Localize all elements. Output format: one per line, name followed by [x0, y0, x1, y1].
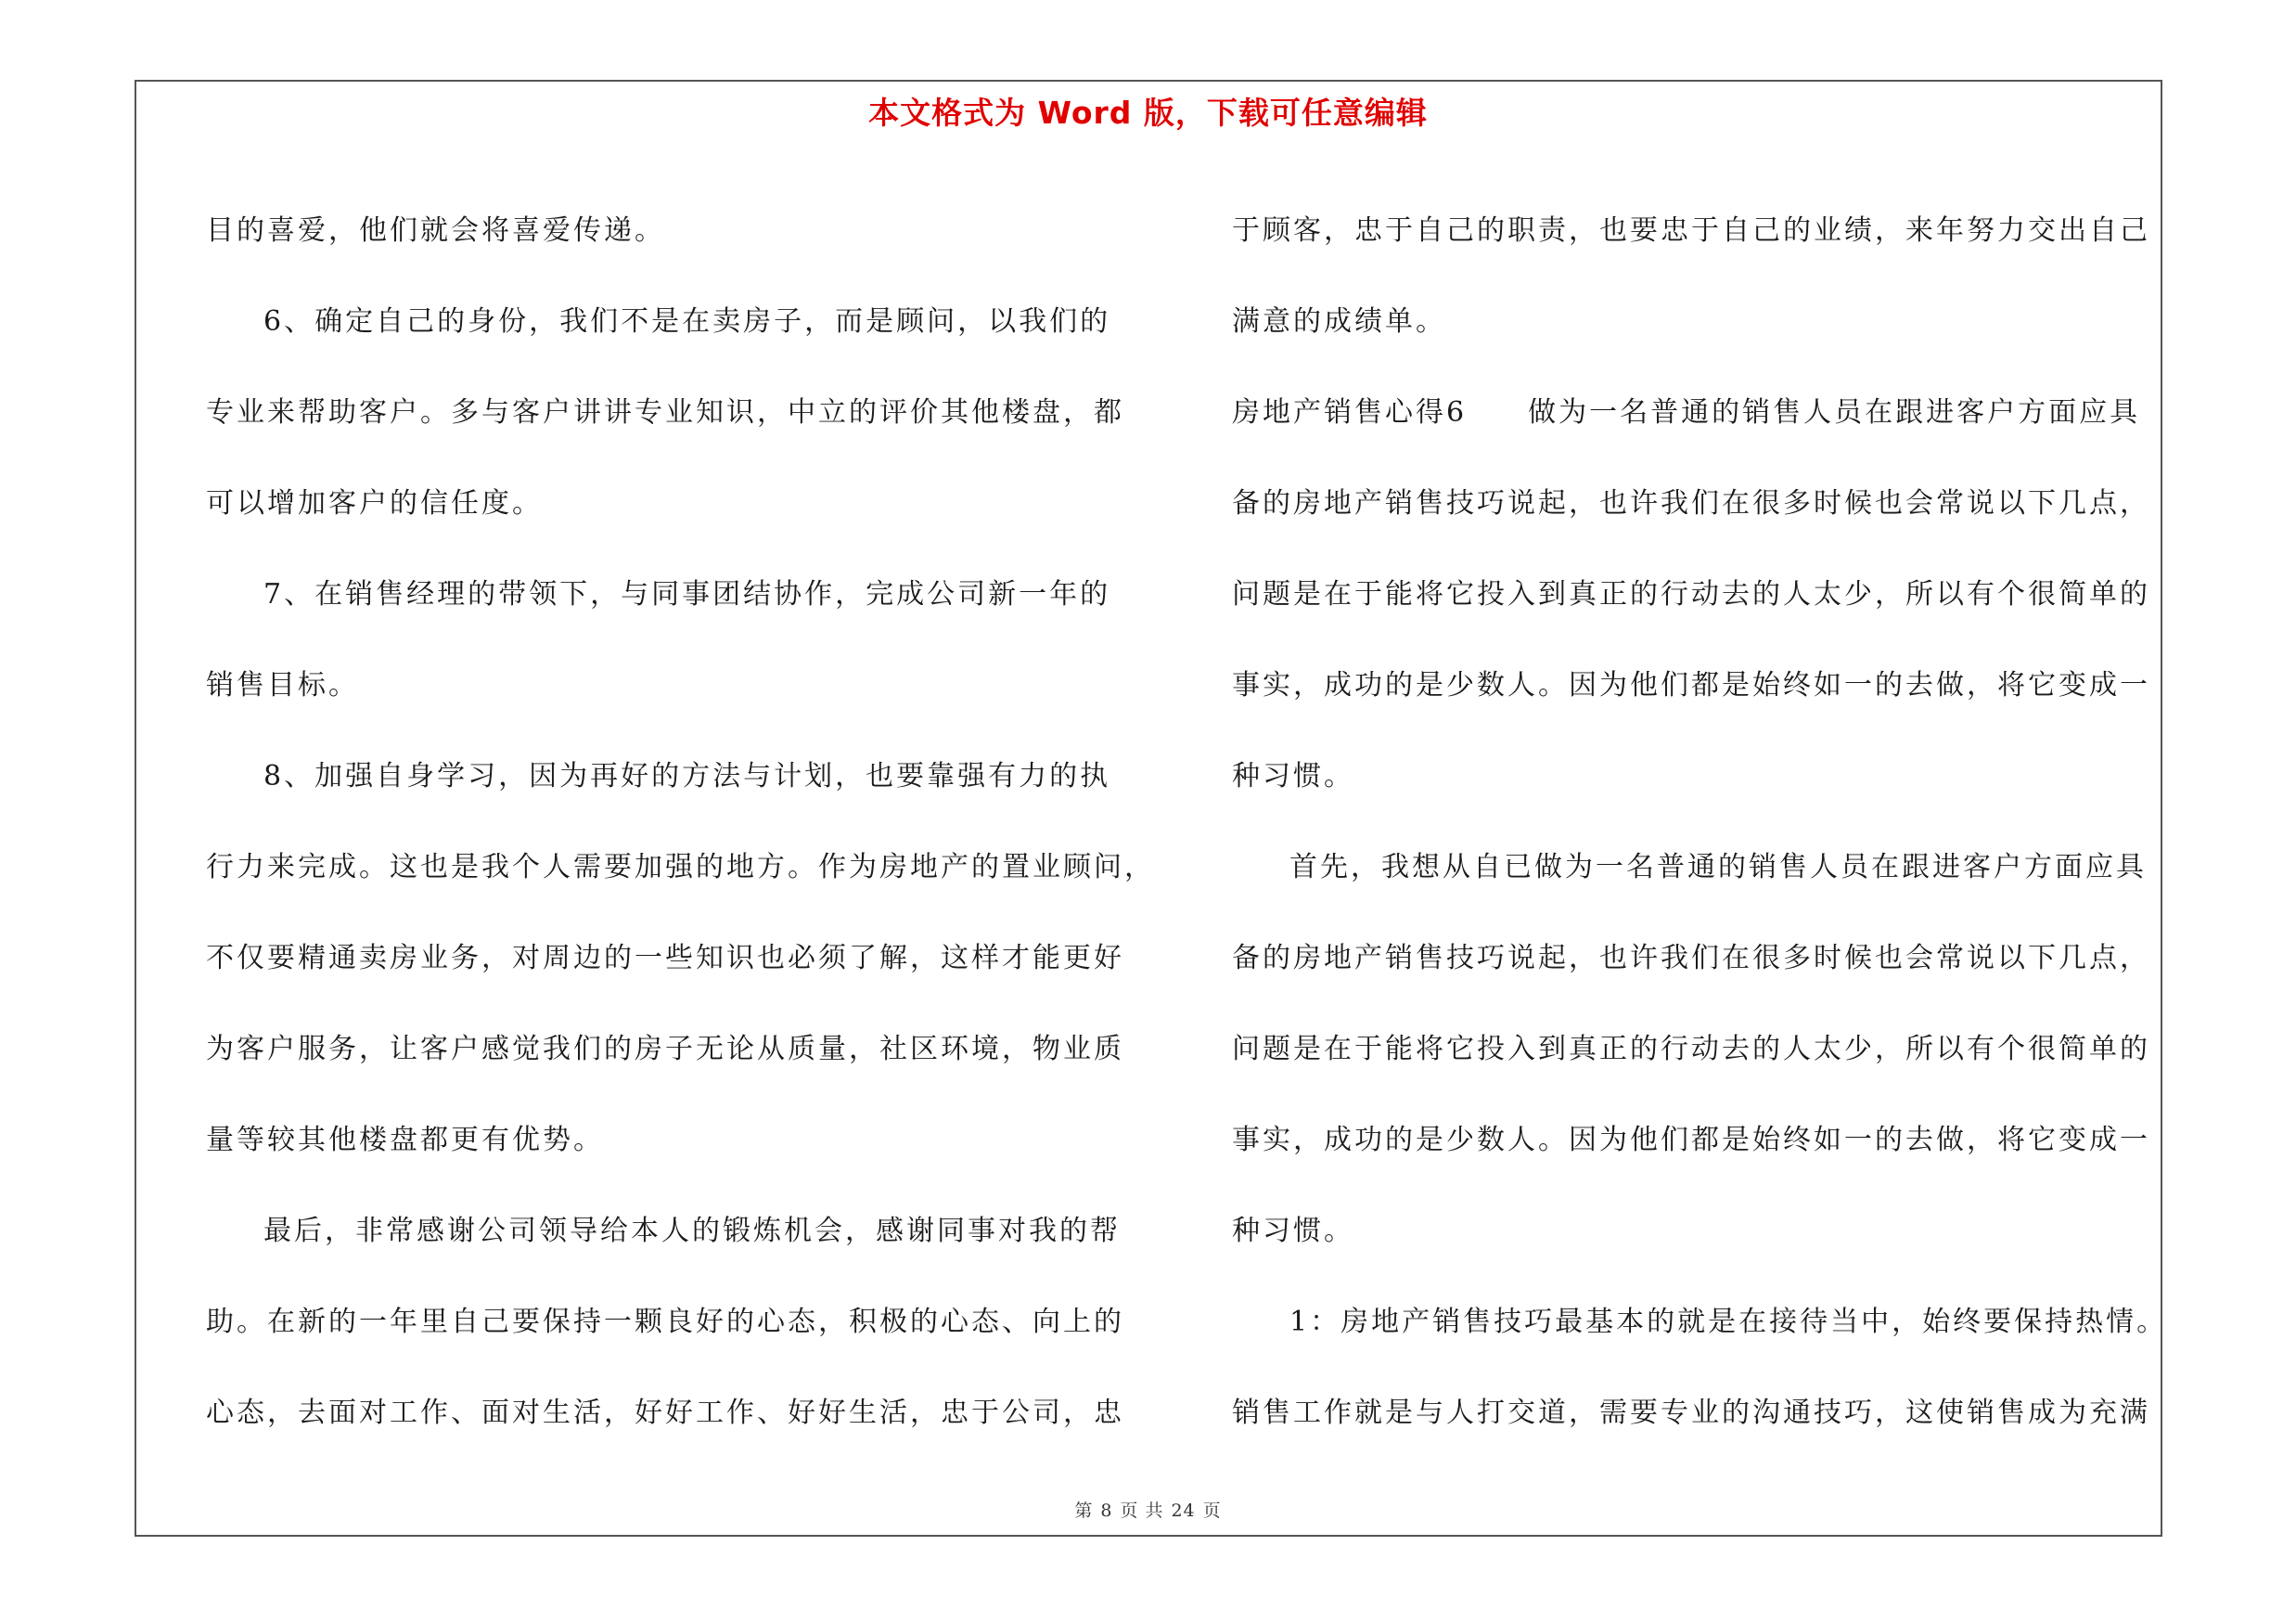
footer-total-pages: 24: [1171, 1501, 1196, 1521]
text-line: 可以增加客户的信任度。: [206, 487, 543, 520]
text-line: 房地产销售心得6 做为一名普通的销售人员在跟进客户方面应具: [1232, 396, 2141, 429]
text-line: 行力来完成。这也是我个人需要加强的地方。作为房地产的置业顾问，: [206, 851, 1155, 883]
text-line: 备的房地产销售技巧说起，也许我们在很多时候也会常说以下几点，: [1232, 942, 2150, 974]
text-line: 销售工作就是与人打交道，需要专业的沟通技巧，这使销售成为充满: [1232, 1397, 2150, 1429]
text-line: 事实，成功的是少数人。因为他们都是始终如一的去做，将它变成一: [1232, 1124, 2150, 1156]
text-line: 目的喜爱，他们就会将喜爱传递。: [206, 214, 665, 247]
text-line: 事实，成功的是少数人。因为他们都是始终如一的去做，将它变成一: [1232, 669, 2150, 702]
text-line: 为客户服务，让客户感觉我们的房子无论从质量，社区环境，物业质: [206, 1033, 1124, 1065]
text-line: 7、在销售经理的带领下，与同事团结协作，完成公司新一年的: [263, 578, 1111, 611]
text-line: 最后，非常感谢公司领导给本人的锻炼机会，感谢同事对我的帮: [263, 1215, 1121, 1247]
text-line: 量等较其他楼盘都更有优势。: [206, 1124, 604, 1156]
text-line: 种习惯。: [1232, 1215, 1354, 1247]
page-footer: [0, 1497, 2296, 1522]
text-line: 首先，我想从自已做为一名普通的销售人员在跟进客户方面应具: [1289, 851, 2147, 883]
text-line: 问题是在于能将它投入到真正的行动去的人太少，所以有个很简单的: [1232, 1033, 2150, 1065]
text-line: 于顾客，忠于自己的职责，也要忠于自己的业绩，来年努力交出自己: [1232, 214, 2150, 247]
text-line: 问题是在于能将它投入到真正的行动去的人太少，所以有个很简单的: [1232, 578, 2150, 611]
format-banner: 本文格式为 Word 版，下载可任意编辑: [868, 95, 1428, 131]
left-column: [206, 186, 1155, 1459]
text-line: 种习惯。: [1232, 760, 1354, 792]
text-line: 8、加强自身学习，因为再好的方法与计划，也要靠强有力的执: [263, 760, 1111, 792]
footer-mid: 页 共: [1120, 1501, 1164, 1521]
text-line: 销售目标。: [206, 669, 359, 702]
text-line: 6、确定自己的身份，我们不是在卖房子，而是顾问，以我们的: [263, 305, 1111, 338]
footer-suffix: 页: [1202, 1501, 1222, 1521]
text-line: 心态，去面对工作、面对生活，好好工作、好好生活，忠于公司，忠: [206, 1397, 1124, 1429]
text-line: 助。在新的一年里自己要保持一颗良好的心态，积极的心态、向上的: [206, 1306, 1124, 1338]
right-column: [1232, 186, 2168, 1459]
text-line: 不仅要精通卖房业务，对周边的一些知识也必须了解，这样才能更好: [206, 942, 1124, 974]
text-line: 备的房地产销售技巧说起，也许我们在很多时候也会常说以下几点，: [1232, 487, 2150, 520]
text-line: 满意的成绩单。: [1232, 305, 1446, 338]
footer-page-number: 8: [1100, 1501, 1113, 1521]
footer-prefix: 第: [1074, 1501, 1094, 1521]
text-line: 1：房地产销售技巧最基本的就是在接待当中，始终要保持热情。: [1289, 1306, 2168, 1338]
text-line: 专业来帮助客户。多与客户讲讲专业知识，中立的评价其他楼盘，都: [206, 396, 1124, 429]
